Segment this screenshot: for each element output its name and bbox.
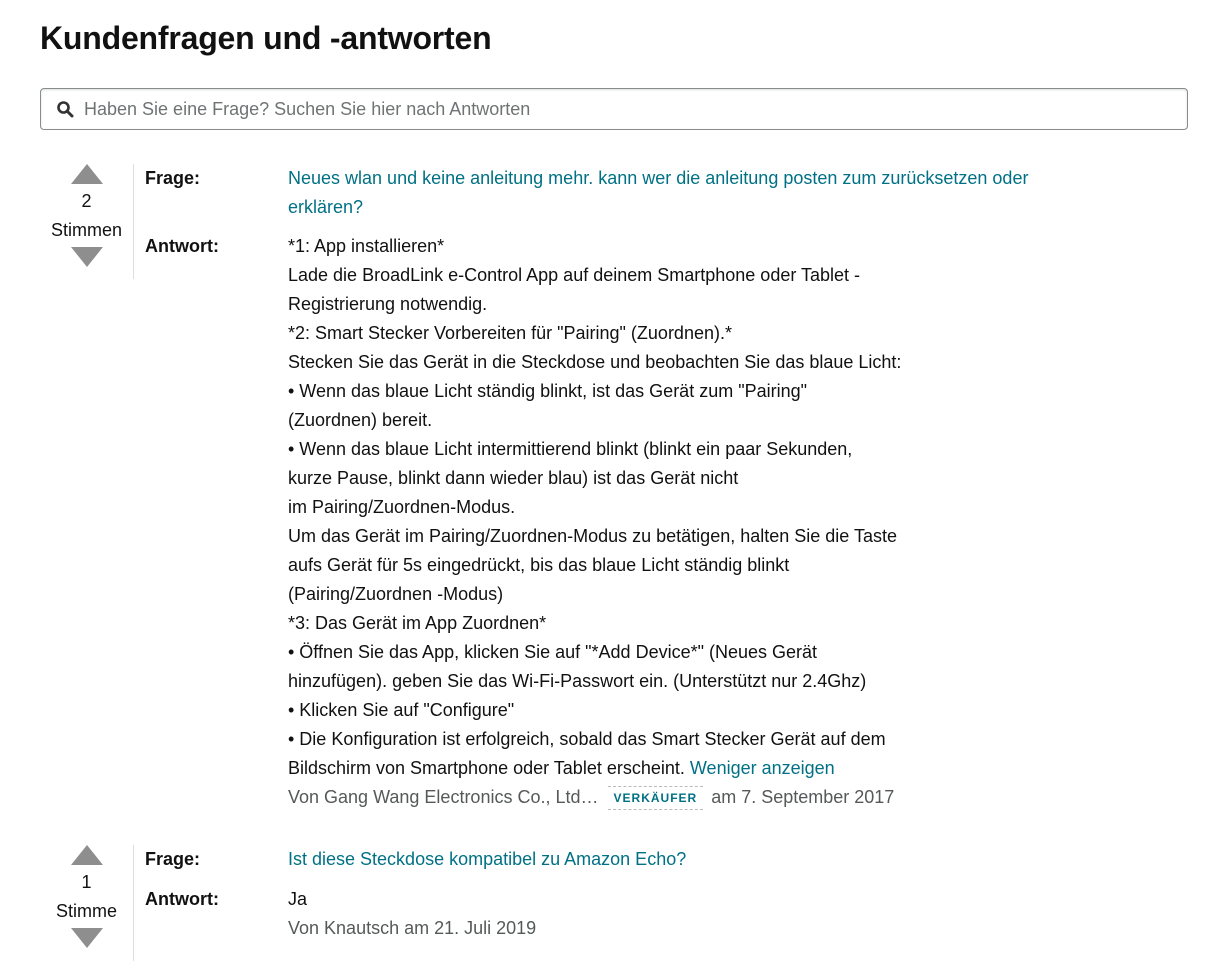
answer-line: • Öffnen Sie das App, klicken Sie auf "*Add Device*" (Neues Gerät bbox=[288, 642, 818, 662]
answer-line: hinzufügen). geben Sie das Wi-Fi-Passwort ein. (Unterstützt nur 2.4Ghz) bbox=[288, 671, 867, 691]
search-icon bbox=[56, 100, 74, 118]
answer-line: • Die Konfiguration ist erfolgreich, sobald das Smart Stecker Gerät auf dem bbox=[288, 729, 886, 749]
answer-line: Lade die BroadLink e-Control App auf deinem Smartphone oder Tablet - bbox=[288, 265, 861, 285]
question-label: Frage: bbox=[145, 849, 201, 869]
upvote-arrow-icon[interactable] bbox=[71, 164, 103, 184]
answer-text-end: Bildschirm von Smartphone oder Tablet erscheint. bbox=[288, 758, 685, 778]
answer-date: am 7. September 2017 bbox=[711, 787, 895, 807]
answer-line: *3: Das Gerät im App Zuordnen* bbox=[288, 613, 547, 633]
answer-line: (Pairing/Zuordnen -Modus) bbox=[288, 584, 504, 604]
answer-line: • Wenn das blaue Licht ständig blinkt, ist das Gerät zum "Pairing" bbox=[288, 381, 808, 401]
vote-divider bbox=[133, 164, 134, 279]
answer-line: • Wenn das blaue Licht intermittierend blinkt (blinkt ein paar Sekunden, bbox=[288, 439, 853, 459]
vote-count: 1 bbox=[81, 872, 92, 892]
answer-line: *1: App installieren* bbox=[288, 236, 445, 256]
answer-line: aufs Gerät für 5s eingedrückt, bis das blaue Licht ständig blinkt bbox=[288, 555, 790, 575]
answer-author[interactable]: Von Gang Wang Electronics Co., Ltd… bbox=[288, 787, 599, 807]
seller-badge: VERKÄUFER bbox=[608, 786, 704, 810]
answer-line: Um das Gerät im Pairing/Zuordnen-Modus zu betätigen, halten Sie die Taste bbox=[288, 526, 897, 546]
vote-widget bbox=[40, 845, 133, 948]
answer-line-last bbox=[288, 754, 901, 783]
answer-byline bbox=[288, 783, 901, 812]
answer-line: kurze Pause, blinkt dann wieder blau) ist das Gerät nicht bbox=[288, 468, 739, 488]
upvote-arrow-icon[interactable] bbox=[71, 845, 103, 865]
vote-widget bbox=[40, 164, 133, 267]
search-input[interactable] bbox=[84, 89, 1187, 129]
question-label: Frage: bbox=[145, 168, 201, 188]
question-link[interactable]: Ist diese Steckdose kompatibel zu Amazon Echo? bbox=[288, 849, 687, 869]
downvote-arrow-icon[interactable] bbox=[71, 247, 103, 267]
show-less-link[interactable]: Weniger anzeigen bbox=[689, 758, 835, 778]
vote-label: Stimmen bbox=[50, 220, 122, 240]
answer-line: *2: Smart Stecker Vorbereiten für "Pairing" (Zuordnen).* bbox=[288, 323, 732, 343]
answer-line: • Klicken Sie auf "Configure" bbox=[288, 700, 515, 720]
question-text bbox=[288, 845, 686, 874]
answer-line: Stecken Sie das Gerät in die Steckdose und beobachten Sie das blaue Licht: bbox=[288, 352, 902, 372]
search-box[interactable] bbox=[40, 88, 1188, 130]
answer-text bbox=[288, 232, 901, 812]
answer-line: im Pairing/Zuordnen-Modus. bbox=[288, 497, 516, 517]
question-text bbox=[288, 164, 1028, 222]
downvote-arrow-icon[interactable] bbox=[71, 928, 103, 948]
question-link[interactable]: erklären? bbox=[288, 197, 364, 217]
vote-divider bbox=[133, 845, 134, 961]
answer-label: Antwort: bbox=[145, 236, 219, 256]
page-title: Kundenfragen und -antworten bbox=[40, 20, 492, 56]
answer-line: Registrierung notwendig. bbox=[288, 294, 488, 314]
vote-label: Stimme bbox=[55, 901, 117, 921]
vote-count: 2 bbox=[81, 191, 92, 211]
answer-line: (Zuordnen) bereit. bbox=[288, 410, 433, 430]
answer-text bbox=[288, 885, 536, 943]
answer-line: Ja bbox=[288, 889, 308, 909]
answer-label: Antwort: bbox=[145, 889, 219, 909]
answer-byline: Von Knautsch am 21. Juli 2019 bbox=[288, 918, 537, 938]
question-link[interactable]: Neues wlan und keine anleitung mehr. kann wer die anleitung posten zum zurücksetzen oder bbox=[288, 168, 1029, 188]
